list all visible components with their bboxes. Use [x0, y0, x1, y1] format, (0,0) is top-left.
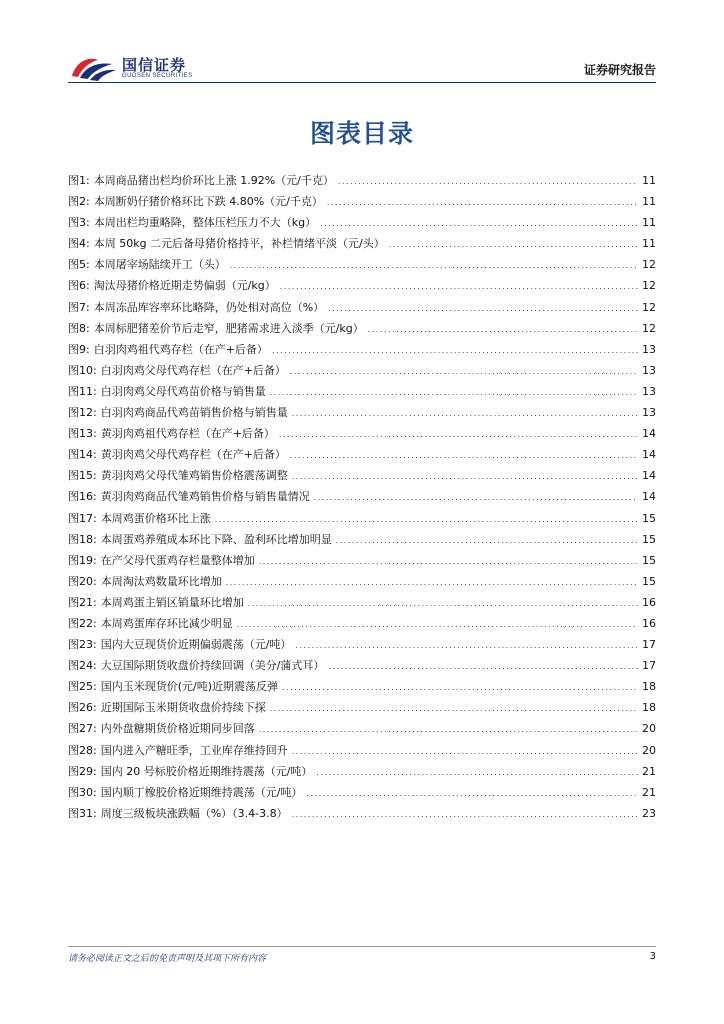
toc-leader-dots [314, 487, 638, 508]
toc-entry[interactable] [68, 571, 656, 592]
toc-figure-label: 图13: [68, 427, 97, 441]
toc-figure-title: 本周屠宰场陆续开工（头） [93, 258, 226, 272]
toc-entry[interactable] [68, 465, 656, 486]
toc-leader-dots [292, 741, 638, 762]
toc-figure-title: 白羽肉鸡父母代鸡存栏（在产+后备） [100, 363, 286, 377]
toc-figure-title: 内外盘糖期货价格近期同步回落 [100, 722, 255, 736]
footer-divider [68, 946, 656, 947]
toc-entry[interactable] [68, 592, 656, 613]
toc-figure-label: 图31: [68, 806, 97, 820]
toc-figure-label: 图21: [68, 595, 97, 609]
toc-figure-label: 图18: [68, 532, 97, 546]
toc-figure-title: 国内 20 号标胶价格近期维持震荡（元/吨） [100, 764, 313, 778]
toc-figure-label: 图29: [68, 764, 97, 778]
toc-figure-label: 图15: [68, 469, 97, 483]
toc-figure-title: 国内玉米现货价(元/吨)近期震荡反弹 [100, 680, 278, 694]
toc-page-number: 23 [642, 806, 656, 820]
toc-figure-title: 白羽肉鸡父母代鸡苗价格与销售量 [100, 384, 266, 398]
toc-figure-label: 图12: [68, 406, 97, 420]
toc-leader-dots [327, 192, 638, 213]
toc-leader-dots [328, 656, 638, 677]
toc-entry[interactable] [68, 191, 656, 212]
toc-figure-label: 图27: [68, 722, 97, 736]
toc-figure-title: 大豆国际期货收盘价持续回调（美分/蒲式耳） [100, 659, 325, 673]
toc-figure-label: 图6: [68, 279, 90, 293]
toc-figure-title: 白羽肉鸡祖代鸡存栏（在产+后备） [93, 342, 268, 356]
toc-page-number: 21 [642, 764, 656, 778]
toc-page-number: 14 [642, 448, 656, 462]
toc-page-number: 20 [642, 743, 656, 757]
toc-figure-label: 图5: [68, 258, 90, 272]
toc-figure-title: 本周 50kg 二元后备母猪价格持平，补栏情绪平淡（元/头） [93, 237, 385, 251]
toc-leader-dots [290, 361, 638, 382]
toc-figure-title: 周度三级板块涨跌幅（%）（3.4-3.8） [100, 806, 288, 820]
toc-leader-dots [368, 319, 638, 340]
toc-page-number: 21 [642, 785, 656, 799]
toc-leader-dots [279, 424, 638, 445]
toc-page-number: 17 [642, 638, 656, 652]
toc-figure-label: 图10: [68, 363, 97, 377]
toc-leader-dots [259, 551, 638, 572]
toc-page-number: 11 [642, 195, 656, 209]
toc-leader-dots [248, 593, 638, 614]
toc-figure-label: 图11: [68, 384, 97, 398]
toc-entry[interactable] [68, 740, 656, 761]
toc-entry[interactable] [68, 339, 656, 360]
toc-leader-dots [270, 698, 638, 719]
toc-figure-title: 本周鸡蛋价格环比上涨 [100, 511, 211, 525]
footer-disclaimer: 请务必阅读正文之后的免责声明及其项下所有内容 [68, 954, 267, 964]
toc-entry[interactable] [68, 275, 656, 296]
toc-figure-label: 图14: [68, 448, 97, 462]
toc-entry[interactable] [68, 212, 656, 233]
toc-figure-title: 本周鸡蛋库存环比减少明显 [100, 616, 233, 630]
toc-page-number: 13 [642, 342, 656, 356]
toc-page-number: 16 [642, 595, 656, 609]
toc-figure-label: 图4: [68, 237, 90, 251]
toc-entry[interactable] [68, 402, 656, 423]
page-number: 3 [649, 951, 656, 962]
toc-leader-dots [237, 614, 638, 635]
toc-entry[interactable] [68, 718, 656, 739]
toc-page-number: 13 [642, 406, 656, 420]
toc-leader-dots [306, 783, 638, 804]
toc-page-number: 14 [642, 427, 656, 441]
toc-figure-label: 图8: [68, 321, 90, 335]
toc-figure-title: 黄羽肉鸡商品代雏鸡销售价格与销售量情况 [100, 490, 310, 504]
toc-figure-label: 图28: [68, 743, 97, 757]
toc-leader-dots [328, 298, 638, 319]
toc-figure-title: 本周鸡蛋主销区销量环比增加 [100, 595, 244, 609]
page-title: 图表目录 [309, 119, 414, 148]
toc-leader-dots [320, 213, 638, 234]
toc-leader-dots [272, 340, 638, 361]
toc-figure-label: 图16: [68, 490, 97, 504]
page-header [68, 50, 656, 84]
toc-figure-title: 近期国际玉米期货收盘价持续下探 [100, 701, 266, 715]
toc-page-number: 18 [642, 701, 656, 715]
toc-figure-label: 图9: [68, 342, 90, 356]
toc-leader-dots [336, 530, 638, 551]
toc-figure-label: 图19: [68, 553, 97, 567]
toc-figure-label: 图2: [68, 195, 90, 209]
toc-page-number: 15 [642, 511, 656, 525]
toc-entry[interactable] [68, 486, 656, 507]
toc-entry[interactable] [68, 508, 656, 529]
toc-page-number: 11 [642, 237, 656, 251]
toc-figure-title: 黄羽肉鸡父母代鸡存栏（在产+后备） [100, 448, 286, 462]
toc-figure-label: 图26: [68, 701, 97, 715]
toc-figure-title: 本周冻品库容率环比略降，仍处相对高位（%） [93, 300, 325, 314]
toc-entry[interactable] [68, 381, 656, 402]
toc-leader-dots [215, 509, 638, 530]
toc-leader-dots [259, 719, 638, 740]
toc-page-number: 12 [642, 300, 656, 314]
toc-leader-dots [292, 403, 638, 424]
header-divider [68, 82, 656, 83]
toc-page-number: 15 [642, 574, 656, 588]
toc-entry[interactable] [68, 233, 656, 254]
toc-page-number: 20 [642, 722, 656, 736]
toc-page-number: 17 [642, 659, 656, 673]
toc-leader-dots [290, 445, 638, 466]
toc-entry[interactable] [68, 170, 656, 191]
toc-leader-dots [282, 677, 638, 698]
toc-figure-title: 黄羽肉鸡祖代鸡存栏（在产+后备） [100, 427, 275, 441]
toc-page-number: 16 [642, 616, 656, 630]
toc-entry[interactable] [68, 655, 656, 676]
toc-figure-label: 图7: [68, 300, 90, 314]
toc-entry[interactable] [68, 761, 656, 782]
toc-leader-dots [295, 635, 638, 656]
toc-figure-label: 图1: [68, 174, 90, 187]
toc-leader-dots [270, 382, 638, 403]
toc-entry[interactable] [68, 634, 656, 655]
guosen-logo-icon [68, 50, 118, 84]
toc-figure-title: 本周断奶仔猪价格环比下跌 4.80%（元/千克） [93, 195, 323, 209]
toc-figure-title: 本周标肥猪差价节后走窄，肥猪需求进入淡季（元/kg） [93, 321, 364, 335]
toc-leader-dots [389, 234, 638, 255]
toc-figure-title: 本周出栏均重略降，整体压栏压力不大（kg） [93, 216, 317, 230]
toc-page-number: 11 [642, 216, 656, 230]
toc-figure-label: 图23: [68, 638, 97, 652]
toc-figure-label: 图24: [68, 659, 97, 673]
toc-entry[interactable] [68, 360, 656, 381]
toc-leader-dots [230, 255, 638, 276]
toc-entry[interactable] [68, 254, 656, 275]
toc-figure-label: 图3: [68, 216, 90, 230]
toc-leader-dots [226, 572, 638, 593]
toc-page-number: 13 [642, 363, 656, 377]
table-of-figures [68, 170, 656, 824]
toc-page-number: 14 [642, 490, 656, 504]
toc-page-number: 15 [642, 553, 656, 567]
toc-figure-title: 本周蛋鸡养殖成本环比下降、盈利环比增加明显 [100, 532, 332, 546]
toc-page-number: 12 [642, 279, 656, 293]
company-logo [68, 50, 208, 84]
toc-figure-title: 国内大豆现货价近期偏弱震荡（元/吨） [100, 638, 292, 652]
logo-english-name: GUOSEN SECURITIES [122, 73, 193, 79]
toc-figure-label: 图20: [68, 574, 97, 588]
toc-entry[interactable] [68, 423, 656, 444]
toc-page-number: 14 [642, 469, 656, 483]
toc-figure-title: 淘汰母猪价格近期走势偏弱（元/kg） [93, 279, 276, 293]
toc-figure-label: 图22: [68, 616, 97, 630]
toc-entry[interactable] [68, 697, 656, 718]
toc-entry[interactable] [68, 550, 656, 571]
toc-figure-title: 国内顺丁橡胶价格近期维持震荡（元/吨） [100, 785, 303, 799]
toc-entry[interactable] [68, 782, 656, 803]
toc-entry[interactable] [68, 444, 656, 465]
toc-entry[interactable] [68, 529, 656, 550]
logo-chinese-name: 国信证券 [122, 56, 187, 74]
toc-page-number: 12 [642, 321, 656, 335]
toc-entry[interactable] [68, 803, 656, 824]
toc-entry[interactable] [68, 676, 656, 697]
toc-leader-dots [338, 171, 638, 192]
toc-entry[interactable] [68, 297, 656, 318]
toc-figure-title: 白羽肉鸡商品代鸡苗销售价格与销售量 [100, 406, 288, 420]
toc-page-number: 15 [642, 532, 656, 546]
toc-page-number: 12 [642, 258, 656, 272]
toc-entry[interactable] [68, 318, 656, 339]
toc-figure-title: 黄羽肉鸡父母代雏鸡销售价格震荡调整 [100, 469, 288, 483]
toc-figure-title: 本周淘汰鸡数量环比增加 [100, 574, 222, 588]
toc-figure-label: 图30: [68, 785, 97, 799]
toc-figure-label: 图25: [68, 680, 97, 694]
toc-page-number: 13 [642, 384, 656, 398]
toc-entry[interactable] [68, 613, 656, 634]
toc-figure-title: 国内进入产糖旺季，工业库存维持回升 [100, 743, 288, 757]
toc-leader-dots [292, 804, 638, 825]
toc-figure-label: 图17: [68, 511, 97, 525]
toc-page-number: 18 [642, 680, 656, 694]
toc-figure-title: 在产父母代蛋鸡存栏量整体增加 [100, 553, 255, 567]
toc-leader-dots [316, 762, 638, 783]
toc-page-number: 11 [642, 174, 656, 187]
toc-leader-dots [292, 466, 638, 487]
report-type-label: 证券研究报告 [583, 63, 656, 77]
toc-leader-dots [280, 276, 638, 297]
toc-figure-title: 本周商品猪出栏均价环比上涨 1.92%（元/千克） [93, 174, 334, 187]
